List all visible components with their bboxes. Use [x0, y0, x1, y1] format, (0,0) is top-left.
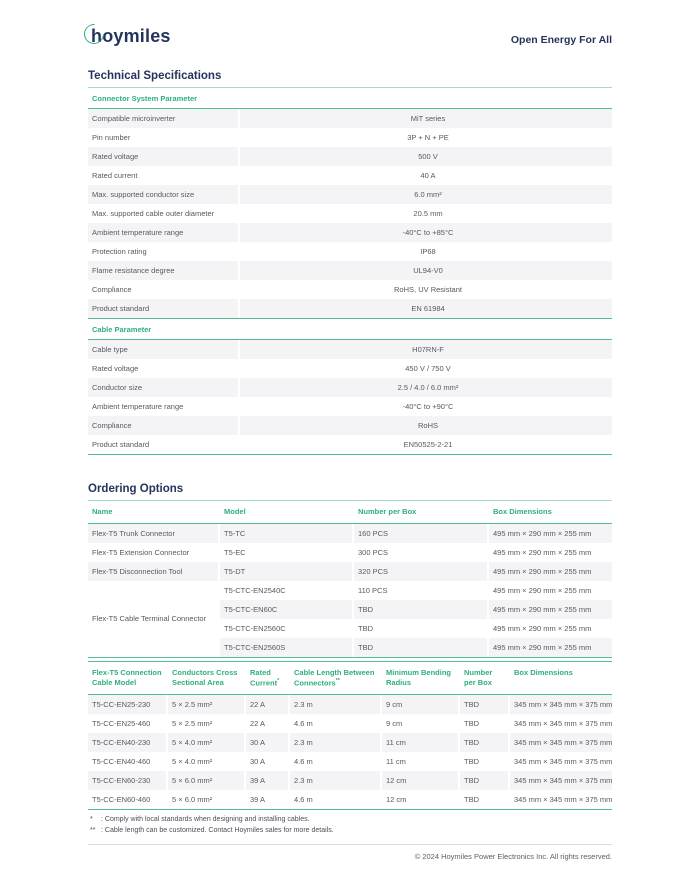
table-cell: 9 cm	[382, 695, 458, 714]
spec-value: 500 V	[240, 147, 612, 166]
table-cell: 9 cm	[382, 714, 458, 733]
table-cell: T5-CC-EN40-230	[88, 733, 166, 752]
parameter-section-header: Cable Parameter	[88, 318, 612, 340]
table-cell: 5 × 4.0 mm²	[168, 733, 244, 752]
spec-label: Flame resistance degree	[88, 261, 238, 280]
spec-value: UL94-V0	[240, 261, 612, 280]
connector-name-cell: Flex-T5 Extension Connector	[88, 543, 218, 562]
spec-label: Compliance	[88, 416, 238, 435]
column-header: Box Dimensions	[493, 507, 552, 516]
column-header: Number per Box	[464, 667, 493, 687]
table-cell: 345 mm × 345 mm × 375 mm	[510, 752, 612, 771]
table-row	[88, 109, 612, 128]
table-row	[88, 280, 612, 299]
spec-value: EN 61984	[240, 299, 612, 318]
table-cell: 2.3 m	[290, 695, 380, 714]
table-cell: T5-CC-EN60-230	[88, 771, 166, 790]
copyright-text: © 2024 Hoymiles Power Electronics Inc. All rights reserved.	[414, 851, 612, 861]
table-cell: 11 cm	[382, 733, 458, 752]
table-cell: 345 mm × 345 mm × 375 mm	[510, 695, 612, 714]
spec-label: Ambient temperature range	[92, 402, 184, 411]
table-cell: TBD	[460, 714, 508, 733]
table-cell: T5-CTC-EN2560S	[220, 638, 352, 657]
table-row	[88, 416, 612, 435]
column-header: Flex-T5 Connection Cable Model	[92, 667, 162, 687]
spec-label: Product standard	[88, 299, 238, 318]
spec-value: 450 V / 750 V	[405, 364, 451, 373]
table-cell: 11 cm	[382, 752, 458, 771]
ordering-options-title: Ordering Options	[88, 483, 612, 501]
spec-value: 40 A	[420, 171, 436, 180]
cable-table-header-row	[88, 662, 612, 696]
technical-specifications-table	[88, 88, 612, 455]
table-row	[88, 359, 612, 378]
table-cell: 39 A	[246, 790, 288, 809]
table-cell: T5-EC	[220, 543, 352, 562]
spec-value: IP68	[420, 247, 436, 256]
table-cell: 110 PCS	[354, 581, 487, 600]
table-row	[88, 261, 612, 280]
spec-label: Protection rating	[92, 247, 147, 256]
table-cell: 495 mm × 290 mm × 255 mm	[489, 638, 612, 657]
table-cell: T5-CC-EN40-460	[88, 752, 166, 771]
spec-value: RoHS	[240, 416, 612, 435]
footnote-text: : Cable length can be customized. Contact Hoymiles sales for more details.	[101, 826, 334, 834]
spec-label: Product standard	[92, 440, 150, 449]
footnote-text: : Comply with local standards when designing and installing cables.	[101, 816, 310, 823]
table-cell: TBD	[354, 600, 487, 619]
table-cell: 4.6 m	[290, 714, 380, 733]
table-cell: 345 mm × 345 mm × 375 mm	[510, 714, 612, 733]
table-row	[88, 223, 612, 242]
spec-label: Cable type	[88, 340, 238, 359]
technical-specifications-title: Technical Specifications	[88, 70, 612, 88]
connector-table-header-row	[88, 501, 612, 524]
spec-value: 3P + N + PE	[407, 133, 449, 142]
column-header: Box Dimensions	[514, 667, 573, 677]
table-cell: TBD	[460, 790, 508, 809]
table-cell: 39 A	[246, 771, 288, 790]
spec-label: Compatible microinverter	[88, 109, 238, 128]
table-cell: T5-TC	[220, 524, 352, 543]
footnote	[88, 815, 612, 826]
spec-label: Compliance	[92, 285, 132, 294]
table-cell: 345 mm × 345 mm × 375 mm	[510, 790, 612, 809]
table-cell: T5-CC-EN25-460	[88, 714, 166, 733]
table-cell: T5-CC-EN60-460	[88, 790, 166, 809]
table-cell: T5-CC-EN25-230	[88, 695, 166, 714]
spec-value: 20.5 mm	[413, 209, 443, 218]
table-cell: 495 mm × 290 mm × 255 mm	[489, 543, 612, 562]
table-cell: T5-DT	[220, 562, 352, 581]
parameter-section-header: Connector System Parameter	[88, 88, 612, 109]
table-cell: 5 × 2.5 mm²	[168, 695, 244, 714]
spec-label: Pin number	[92, 133, 131, 142]
connector-name-cell: Flex-T5 Disconnection Tool	[88, 562, 218, 581]
column-header: Conductors Cross Sectional Area	[172, 667, 238, 687]
table-row	[88, 340, 612, 359]
table-cell: TBD	[354, 638, 487, 657]
spec-value: H07RN-F	[240, 340, 612, 359]
table-cell: 495 mm × 290 mm × 255 mm	[489, 600, 612, 619]
table-cell: 345 mm × 345 mm × 375 mm	[510, 771, 612, 790]
spec-value: -40°C to +90°C	[402, 402, 454, 411]
connector-name-cell: Flex-T5 Trunk Connector	[88, 524, 218, 543]
spec-label: Max. supported cable outer diameter	[92, 209, 215, 218]
table-row	[88, 299, 612, 318]
brand-slogan: Open Energy For All	[510, 34, 612, 46]
table-cell: 5 × 4.0 mm²	[168, 752, 244, 771]
table-cell: 30 A	[246, 733, 288, 752]
spec-label: Ambient temperature range	[88, 223, 238, 242]
table-cell: 12 cm	[382, 771, 458, 790]
hoymiles-logo	[88, 26, 171, 47]
table-cell: TBD	[354, 619, 487, 638]
spec-value: EN50525-2-21	[403, 440, 453, 449]
table-row	[88, 378, 612, 397]
table-cell: TBD	[460, 733, 508, 752]
table-row	[88, 147, 612, 166]
spec-value: -40°C to +85°C	[240, 223, 612, 242]
spec-value: RoHS, UV Resistant	[394, 285, 462, 294]
column-header: Model	[224, 507, 246, 516]
table-cell: 2.3 m	[290, 771, 380, 790]
table-row	[88, 204, 612, 223]
spec-label: Rated current	[92, 171, 138, 180]
footer-divider	[88, 844, 612, 845]
spec-label: Conductor size	[88, 378, 238, 397]
table-cell: 495 mm × 290 mm × 255 mm	[489, 562, 612, 581]
footnote-marker: *	[277, 678, 280, 684]
table-cell: 300 PCS	[354, 543, 487, 562]
table-cell: 5 × 6.0 mm²	[168, 790, 244, 809]
footnotes	[88, 815, 612, 837]
table-cell: 5 × 2.5 mm²	[168, 714, 244, 733]
footnote-marker: **	[90, 826, 96, 834]
connector-name-cell: Flex-T5 Cable Terminal Connector	[88, 581, 218, 657]
table-cell: 12 cm	[382, 790, 458, 809]
spec-label: Rated voltage	[88, 147, 238, 166]
table-cell: 5 × 6.0 mm²	[168, 771, 244, 790]
table-cell: TBD	[460, 771, 508, 790]
table-cell: 160 PCS	[354, 524, 487, 543]
table-cell: 22 A	[246, 714, 288, 733]
table-cell: 4.6 m	[290, 790, 380, 809]
table-cell: TBD	[460, 752, 508, 771]
footnote-marker: *	[90, 816, 93, 823]
column-header: Number per Box	[358, 507, 417, 516]
column-header: Rated Current*	[250, 667, 280, 688]
table-cell: TBD	[460, 695, 508, 714]
spec-value: 6.0 mm²	[240, 185, 612, 204]
table-row	[88, 185, 612, 204]
table-cell: 345 mm × 345 mm × 375 mm	[510, 733, 612, 752]
spec-value: 2.5 / 4.0 / 6.0 mm²	[240, 378, 612, 397]
table-cell: 30 A	[246, 752, 288, 771]
table-row	[88, 435, 612, 454]
spec-value: MiT series	[240, 109, 612, 128]
spec-label: Max. supported conductor size	[88, 185, 238, 204]
cable-table	[88, 661, 612, 811]
table-row	[88, 397, 612, 416]
table-cell: 495 mm × 290 mm × 255 mm	[489, 619, 612, 638]
footnote-marker: **	[335, 678, 340, 684]
footnote	[88, 826, 612, 837]
page-header	[88, 26, 612, 50]
table-cell: 2.3 m	[290, 733, 380, 752]
spec-label: Rated voltage	[92, 364, 139, 373]
cable-table-body	[88, 695, 612, 810]
table-row	[88, 242, 612, 261]
table-cell: 495 mm × 290 mm × 255 mm	[489, 524, 612, 543]
table-row	[88, 128, 612, 147]
table-cell: 22 A	[246, 695, 288, 714]
logo-text: hoymiles	[91, 26, 171, 46]
table-cell: 495 mm × 290 mm × 255 mm	[489, 581, 612, 600]
table-row	[88, 166, 612, 185]
table-cell: T5-CTC-EN60C	[220, 600, 352, 619]
table-cell: T5-CTC-EN2540C	[220, 581, 352, 600]
table-cell: 4.6 m	[290, 752, 380, 771]
column-header: Minimum Bending Radius	[386, 667, 451, 687]
column-header: Cable Length Between Connectors**	[294, 667, 375, 688]
table-cell: 320 PCS	[354, 562, 487, 581]
table-cell: T5-CTC-EN2560C	[220, 619, 352, 638]
connector-table-body	[88, 524, 612, 658]
column-header: Name	[92, 507, 113, 516]
